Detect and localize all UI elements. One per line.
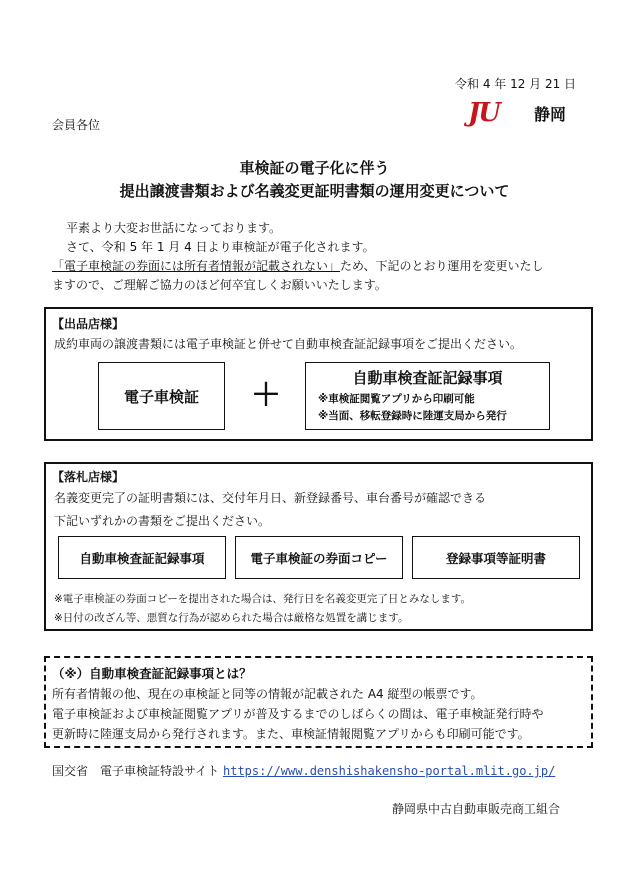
intro-paragraph-4: ますので、ご理解ご協力のほど何卒宜しくお願いいたします。	[52, 278, 387, 292]
section-buyer-note-2: ※日付の改ざん等、悪質な行為が認められた場合は厳格な処置を講じます。	[54, 612, 409, 624]
intro-underlined-note: 「電子車検証の券面には所有者情報が記載されない」	[52, 259, 341, 273]
section-buyer	[44, 462, 593, 631]
footer-site	[52, 762, 555, 779]
section-buyer-note-1: ※電子車検証の券面コピーを提出された場合は、発行日を名義変更完了日とみなします。	[54, 593, 472, 605]
section-definition-text-2: 電子車検証および車検証閲覧アプリが普及するまでのしばらくの間は、電子車検証発行時や	[52, 707, 544, 721]
inspection-record-note-1: ※車検証閲覧アプリから印刷可能	[318, 393, 475, 405]
page-title-line2: 提出譲渡書類および名義変更証明書類の運用変更について	[119, 182, 510, 200]
organization-name: 静岡県中古自動車販売商工組合	[392, 802, 561, 816]
intro-paragraph-2: さて、令和 5 年 1 月 4 日より車検証が電子化されます。	[66, 240, 375, 254]
section-exhibitor-heading: 【出品店様】	[52, 317, 125, 331]
option-registration-cert-label: 登録事項等証明書	[445, 550, 546, 566]
ju-logo-mark: JU	[468, 98, 499, 128]
section-buyer-heading: 【落札店様】	[52, 470, 125, 484]
intro-paragraph-3-rest: ため、下記のとおり運用を変更いたし	[340, 259, 544, 273]
inspection-record-title: 自動車検査証記録事項	[352, 369, 503, 387]
page-title-line1: 車検証の電子化に伴う	[239, 159, 390, 177]
addressee: 会員各位	[52, 118, 101, 132]
intro-paragraph-1: 平素より大変お世話になっております。	[66, 221, 282, 235]
option-inspection-record-label: 自動車検査証記録事項	[79, 550, 205, 566]
ju-shizuoka-logo	[468, 99, 578, 127]
section-exhibitor-text: 成約車両の譲渡書類には電子車検証と併せて自動車検査証記録事項をご提出ください。	[54, 337, 523, 351]
electronic-inspection-cert-label: 電子車検証	[123, 387, 199, 406]
inspection-record-note-2: ※当面、移転登録時に陸運支局から発行	[318, 410, 507, 422]
issue-date: 令和 4 年 12 月 21 日	[455, 77, 577, 91]
section-definition-heading: （※）自動車検査証記録事項とは？	[52, 666, 252, 681]
section-definition-text-3: 更新時に陸運支局から発行されます。また、車検証情報閲覧アプリからも印刷可能です。	[52, 727, 530, 741]
option-registration-cert	[412, 536, 580, 579]
option-cert-copy-label: 電子車検証の券面コピー	[250, 550, 388, 566]
section-definition	[44, 656, 593, 748]
footer-site-label: 国交省 電子車検証特設サイト	[52, 764, 220, 778]
section-exhibitor	[44, 307, 593, 441]
inspection-record-box	[305, 362, 550, 430]
portal-site-link[interactable]: https://www.denshishakensho-portal.mlit.go.jp/	[223, 764, 556, 778]
option-inspection-record	[58, 536, 226, 579]
plus-sign: ＋	[251, 378, 281, 413]
section-buyer-text-2: 下記いずれかの書類をご提出ください。	[54, 514, 271, 528]
electronic-inspection-cert-box	[98, 362, 225, 430]
section-buyer-text-1: 名義変更完了の証明書類には、交付年月日、新登録番号、車台番号が確認できる	[54, 491, 487, 505]
logo-city-name: 静岡	[534, 105, 567, 124]
option-cert-copy	[235, 536, 403, 579]
section-definition-text-1: 所有者情報の他、現在の車検証と同等の情報が記載された A4 縦型の帳票です。	[52, 687, 483, 701]
intro-paragraph-3	[52, 257, 592, 276]
